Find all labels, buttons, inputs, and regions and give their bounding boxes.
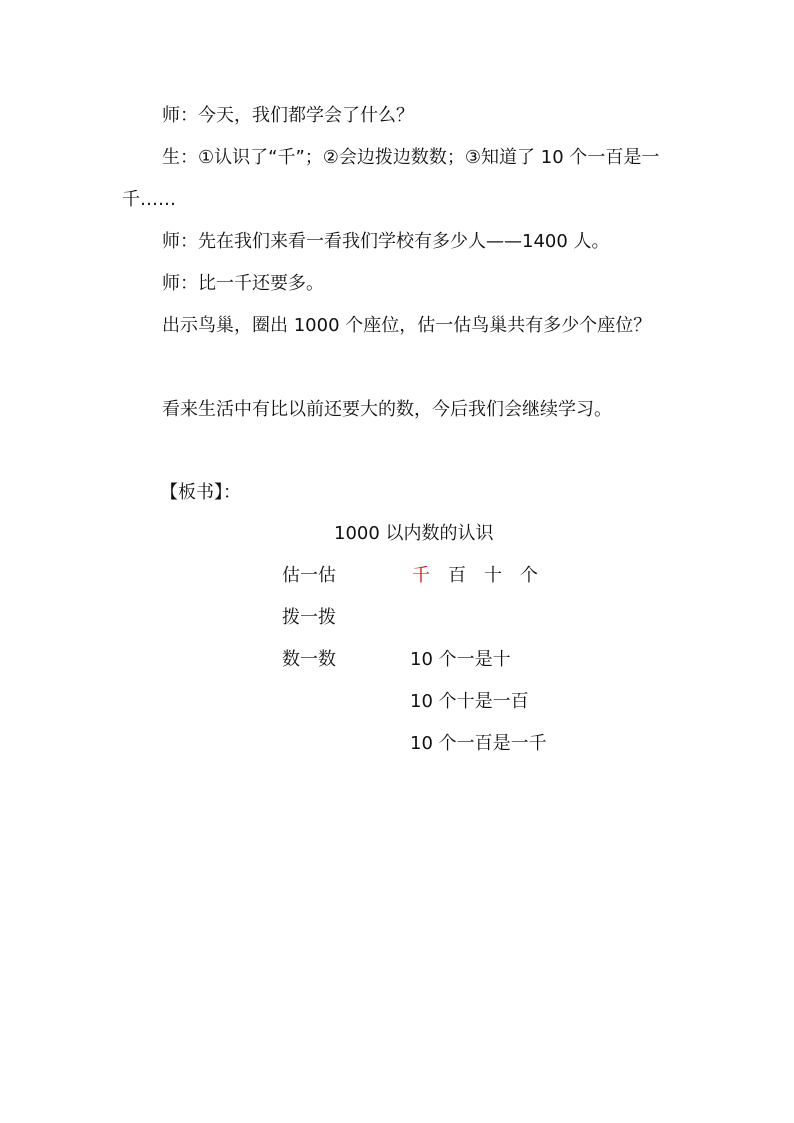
board-title: 1000 以内数的认识 xyxy=(334,523,494,544)
place-tens: 十 xyxy=(484,565,502,586)
lesson-paragraph-2: 生：①认识了“千”；②会边拨边数数；③知道了 10 个一百是一千…… xyxy=(122,147,660,210)
lesson-paragraph-1: 师：今天，我们都学会了什么？ xyxy=(162,105,414,126)
board-line-ten-tens: 10 个十是一百 xyxy=(410,691,529,712)
board-line-ten-hundreds: 10 个一百是一千 xyxy=(410,733,547,754)
board-label-estimate: 估一估 xyxy=(282,565,336,586)
place-thousands: 千 xyxy=(412,565,430,586)
lesson-paragraph-6: 看来生活中有比以前还要大的数，今后我们会继续学习。 xyxy=(162,399,612,420)
lesson-paragraph-4: 师：比一千还要多。 xyxy=(162,273,324,294)
board-heading: 【板书】： xyxy=(160,482,241,503)
place-value-row xyxy=(412,555,556,597)
place-ones: 个 xyxy=(520,565,538,586)
place-hundreds: 百 xyxy=(448,565,466,586)
lesson-paragraph-5: 出示鸟巢，圈出 1000 个座位，估一估鸟巢共有多少个座位？ xyxy=(162,315,652,336)
lesson-paragraph-3: 师：先在我们来看一看我们学校有多少人——1400 人。 xyxy=(162,231,610,252)
board-line-ten-ones: 10 个一是十 xyxy=(410,649,511,670)
board-label-dial: 拨一拨 xyxy=(282,607,336,628)
board-label-count: 数一数 xyxy=(282,649,336,670)
